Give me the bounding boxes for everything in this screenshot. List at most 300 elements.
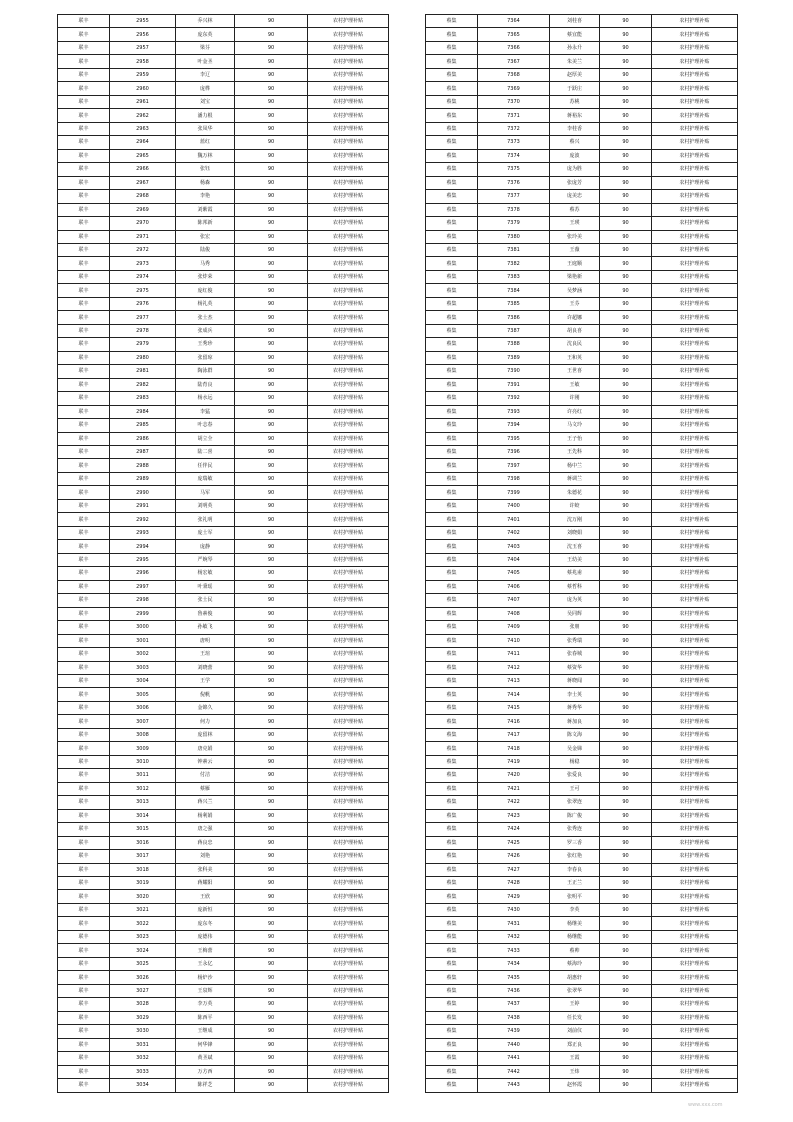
name-cell: 杨利娟 (176, 809, 235, 822)
subsidy-type-cell: 农村护理补贴 (652, 270, 738, 283)
town-cell: 联丰 (58, 1011, 110, 1024)
amount-cell: 90 (235, 930, 308, 943)
subsidy-type-cell: 农村护理补贴 (652, 176, 738, 189)
subsidy-type-cell: 农村护理补贴 (308, 971, 389, 984)
town-cell: 联丰 (58, 903, 110, 916)
subsidy-type-cell: 农村护理补贴 (652, 122, 738, 135)
table-row (58, 809, 389, 822)
amount-cell: 90 (235, 809, 308, 822)
town-cell: 联丰 (58, 432, 110, 445)
table-row (58, 594, 389, 607)
subsidy-type-cell: 农村护理补贴 (652, 863, 738, 876)
name-cell: 张科美 (176, 863, 235, 876)
town-cell: 蔡集 (426, 594, 478, 607)
name-cell: 陈祥芝 (176, 1079, 235, 1092)
table-row (426, 661, 738, 674)
town-cell: 联丰 (58, 688, 110, 701)
town-cell: 联丰 (58, 823, 110, 836)
town-cell: 联丰 (58, 930, 110, 943)
serial-number-cell: 2996 (110, 567, 176, 580)
name-cell: 吴金娣 (550, 742, 600, 755)
amount-cell: 90 (235, 661, 308, 674)
serial-number-cell: 3027 (110, 984, 176, 997)
name-cell: 许刚 (550, 392, 600, 405)
table-row (58, 634, 389, 647)
amount-cell: 90 (600, 715, 652, 728)
name-cell: 王梅蕾 (176, 944, 235, 957)
serial-number-cell: 3022 (110, 917, 176, 930)
town-cell: 蔡集 (426, 755, 478, 768)
name-cell: 王继成 (176, 1025, 235, 1038)
town-cell: 蔡集 (426, 742, 478, 755)
town-cell: 联丰 (58, 419, 110, 432)
name-cell: 杨宏敏 (176, 567, 235, 580)
town-cell: 联丰 (58, 472, 110, 485)
subsidy-type-cell: 农村护理补贴 (652, 28, 738, 41)
amount-cell: 90 (600, 1025, 652, 1038)
subsidy-type-cell: 农村护理补贴 (308, 136, 389, 149)
name-cell: 王泉辉 (176, 984, 235, 997)
amount-cell: 90 (235, 55, 308, 68)
name-cell: 刘艳 (176, 850, 235, 863)
town-cell: 蔡集 (426, 877, 478, 890)
amount-cell: 90 (235, 903, 308, 916)
town-cell: 蔡集 (426, 984, 478, 997)
serial-number-cell: 7381 (478, 243, 550, 256)
serial-number-cell: 7377 (478, 190, 550, 203)
subsidy-type-cell: 农村护理补贴 (308, 486, 389, 499)
table-row (58, 917, 389, 930)
amount-cell: 90 (600, 823, 652, 836)
town-cell: 蔡集 (426, 446, 478, 459)
town-cell: 蔡集 (426, 28, 478, 41)
subsidy-type-cell: 农村护理补贴 (308, 82, 389, 95)
table-row (58, 701, 389, 714)
town-cell: 联丰 (58, 526, 110, 539)
subsidy-type-cell: 农村护理补贴 (308, 203, 389, 216)
table-row (426, 971, 738, 984)
table-row (426, 499, 738, 512)
serial-number-cell: 7429 (478, 890, 550, 903)
table-row (426, 917, 738, 930)
name-cell: 王芬 (550, 297, 600, 310)
table-row (426, 621, 738, 634)
amount-cell: 90 (235, 594, 308, 607)
table-row (426, 526, 738, 539)
serial-number-cell: 2989 (110, 472, 176, 485)
subsidy-type-cell: 农村护理补贴 (308, 176, 389, 189)
subsidy-type-cell: 农村护理补贴 (308, 661, 389, 674)
town-cell: 联丰 (58, 661, 110, 674)
subsidy-type-cell: 农村护理补贴 (308, 957, 389, 970)
table-row (426, 567, 738, 580)
town-cell: 联丰 (58, 190, 110, 203)
name-cell: 蔡宜能 (550, 28, 600, 41)
table-row (426, 55, 738, 68)
town-cell: 蔡集 (426, 338, 478, 351)
serial-number-cell: 7385 (478, 297, 550, 310)
town-cell: 蔡集 (426, 419, 478, 432)
name-cell: 张秀连 (550, 823, 600, 836)
subsidy-type-cell: 农村护理补贴 (652, 715, 738, 728)
serial-number-cell: 2958 (110, 55, 176, 68)
table-row (58, 432, 389, 445)
amount-cell: 90 (235, 607, 308, 620)
serial-number-cell: 7375 (478, 163, 550, 176)
serial-number-cell: 7405 (478, 567, 550, 580)
subsidy-type-cell: 农村护理补贴 (308, 459, 389, 472)
serial-number-cell: 3005 (110, 688, 176, 701)
subsidy-type-cell: 农村护理补贴 (308, 149, 389, 162)
subsidy-type-cell: 农村护理补贴 (308, 782, 389, 795)
serial-number-cell: 7421 (478, 782, 550, 795)
name-cell: 叶秉瑶 (176, 580, 235, 593)
subsidy-type-cell: 农村护理补贴 (308, 715, 389, 728)
amount-cell: 90 (600, 284, 652, 297)
town-cell: 联丰 (58, 1079, 110, 1092)
name-cell: 沈玉喜 (550, 540, 600, 553)
serial-number-cell: 2976 (110, 297, 176, 310)
serial-number-cell: 7397 (478, 459, 550, 472)
serial-number-cell: 7413 (478, 674, 550, 687)
name-cell: 许亮红 (550, 405, 600, 418)
amount-cell: 90 (235, 1052, 308, 1065)
amount-cell: 90 (235, 149, 308, 162)
name-cell: 胡良喜 (550, 324, 600, 337)
name-cell: 魏万林 (176, 149, 235, 162)
town-cell: 蔡集 (426, 930, 478, 943)
amount-cell: 90 (235, 971, 308, 984)
table-row (426, 459, 738, 472)
amount-cell: 90 (600, 15, 652, 28)
serial-number-cell: 7438 (478, 1011, 550, 1024)
town-cell: 蔡集 (426, 230, 478, 243)
town-cell: 联丰 (58, 1025, 110, 1038)
amount-cell: 90 (600, 567, 652, 580)
serial-number-cell: 7376 (478, 176, 550, 189)
subsidy-type-cell: 农村护理补贴 (308, 28, 389, 41)
amount-cell: 90 (235, 41, 308, 54)
name-cell: 苏桃 (550, 95, 600, 108)
town-cell: 联丰 (58, 257, 110, 270)
town-cell: 蔡集 (426, 971, 478, 984)
subsidy-type-cell: 农村护理补贴 (308, 701, 389, 714)
subsidy-type-cell: 农村护理补贴 (652, 257, 738, 270)
subsidy-type-cell: 农村护理补贴 (652, 109, 738, 122)
table-row (58, 971, 389, 984)
serial-number-cell: 2972 (110, 243, 176, 256)
serial-number-cell: 7394 (478, 419, 550, 432)
town-cell: 联丰 (58, 742, 110, 755)
table-row (426, 270, 738, 283)
serial-number-cell: 2981 (110, 365, 176, 378)
amount-cell: 90 (235, 28, 308, 41)
town-cell: 联丰 (58, 890, 110, 903)
table-row (58, 419, 389, 432)
subsidy-type-cell: 农村护理补贴 (308, 163, 389, 176)
name-cell: 陆俊 (176, 243, 235, 256)
subsidy-type-cell: 农村护理补贴 (308, 553, 389, 566)
table-row (58, 1065, 389, 1078)
table-row (426, 890, 738, 903)
name-cell: 赵厚美 (550, 68, 600, 81)
table-row (426, 782, 738, 795)
subsidy-type-cell: 农村护理补贴 (308, 809, 389, 822)
name-cell: 李英 (550, 903, 600, 916)
serial-number-cell: 3031 (110, 1038, 176, 1051)
amount-cell: 90 (600, 311, 652, 324)
town-cell: 蔡集 (426, 728, 478, 741)
town-cell: 蔡集 (426, 823, 478, 836)
name-cell: 叶金圣 (176, 55, 235, 68)
subsidy-type-cell: 农村护理补贴 (308, 270, 389, 283)
town-cell: 蔡集 (426, 432, 478, 445)
name-cell: 刘桂喜 (550, 15, 600, 28)
subsidy-type-cell: 农村护理补贴 (652, 190, 738, 203)
name-cell: 严婉琴 (176, 553, 235, 566)
serial-number-cell: 7369 (478, 82, 550, 95)
subsidy-type-cell: 农村护理补贴 (308, 621, 389, 634)
name-cell: 王和英 (550, 351, 600, 364)
table-row (426, 1052, 738, 1065)
subsidy-type-cell: 农村护理补贴 (652, 621, 738, 634)
subsidy-type-cell: 农村护理补贴 (652, 324, 738, 337)
table-row (426, 176, 738, 189)
subsidy-type-cell: 农村护理补贴 (652, 230, 738, 243)
name-cell: 蔡帅 (550, 944, 600, 957)
amount-cell: 90 (600, 82, 652, 95)
amount-cell: 90 (235, 769, 308, 782)
serial-number-cell: 3013 (110, 796, 176, 809)
amount-cell: 90 (600, 944, 652, 957)
serial-number-cell: 7427 (478, 863, 550, 876)
table-row (58, 55, 389, 68)
serial-number-cell: 3025 (110, 957, 176, 970)
name-cell: 何力 (176, 715, 235, 728)
subsidy-type-cell: 农村护理补贴 (308, 634, 389, 647)
table-row (58, 540, 389, 553)
town-cell: 联丰 (58, 297, 110, 310)
serial-number-cell: 7400 (478, 499, 550, 512)
amount-cell: 90 (600, 203, 652, 216)
town-cell: 蔡集 (426, 109, 478, 122)
town-cell: 蔡集 (426, 324, 478, 337)
serial-number-cell: 7372 (478, 122, 550, 135)
name-cell: 蔡兴 (550, 136, 600, 149)
subsidy-type-cell: 农村护理补贴 (308, 863, 389, 876)
serial-number-cell: 7379 (478, 217, 550, 230)
name-cell: 蔡苏 (550, 203, 600, 216)
town-cell: 蔡集 (426, 351, 478, 364)
table-row (426, 217, 738, 230)
amount-cell: 90 (600, 432, 652, 445)
serial-number-cell: 7430 (478, 903, 550, 916)
subsidy-type-cell: 农村护理补贴 (308, 122, 389, 135)
serial-number-cell: 2988 (110, 459, 176, 472)
table-row (426, 984, 738, 997)
name-cell: 张明平 (550, 890, 600, 903)
name-cell: 庞新恒 (176, 903, 235, 916)
subsidy-table-left (57, 14, 389, 1093)
name-cell: 赵怀霞 (550, 1079, 600, 1092)
subsidy-table-right (425, 14, 738, 1093)
table-row (426, 715, 738, 728)
amount-cell: 90 (600, 217, 652, 230)
town-cell: 蔡集 (426, 621, 478, 634)
name-cell: 王瑛 (550, 217, 600, 230)
name-cell: 王幼美 (550, 553, 600, 566)
name-cell: 王世喜 (550, 365, 600, 378)
table-row (426, 472, 738, 485)
serial-number-cell: 7383 (478, 270, 550, 283)
table-row (58, 41, 389, 54)
amount-cell: 90 (600, 95, 652, 108)
town-cell: 联丰 (58, 203, 110, 216)
subsidy-type-cell: 农村护理补贴 (652, 392, 738, 405)
serial-number-cell: 7396 (478, 446, 550, 459)
town-cell: 联丰 (58, 917, 110, 930)
name-cell: 庞士军 (176, 526, 235, 539)
town-cell: 蔡集 (426, 513, 478, 526)
serial-number-cell: 7416 (478, 715, 550, 728)
subsidy-type-cell: 农村护理补贴 (308, 338, 389, 351)
subsidy-type-cell: 农村护理补贴 (652, 661, 738, 674)
table-row (58, 890, 389, 903)
subsidy-type-cell: 农村护理补贴 (652, 378, 738, 391)
name-cell: 张凤华 (176, 122, 235, 135)
subsidy-type-cell: 农村护理补贴 (308, 351, 389, 364)
amount-cell: 90 (600, 1079, 652, 1092)
table-row (426, 553, 738, 566)
town-cell: 联丰 (58, 998, 110, 1011)
serial-number-cell: 2984 (110, 405, 176, 418)
name-cell: 蒋兴兰 (176, 796, 235, 809)
subsidy-type-cell: 农村护理补贴 (308, 1038, 389, 1051)
name-cell: 郑正良 (550, 1038, 600, 1051)
table-row (58, 796, 389, 809)
serial-number-cell: 2956 (110, 28, 176, 41)
serial-number-cell: 3024 (110, 944, 176, 957)
name-cell: 庞东冬 (176, 917, 235, 930)
town-cell: 蔡集 (426, 378, 478, 391)
name-cell: 杨水远 (176, 392, 235, 405)
town-cell: 联丰 (58, 796, 110, 809)
town-cell: 蔡集 (426, 1065, 478, 1078)
serial-number-cell: 2961 (110, 95, 176, 108)
amount-cell: 90 (235, 163, 308, 176)
serial-number-cell: 2959 (110, 68, 176, 81)
serial-number-cell: 3026 (110, 971, 176, 984)
table-row (426, 957, 738, 970)
serial-number-cell: 2967 (110, 176, 176, 189)
subsidy-type-cell: 农村护理补贴 (652, 15, 738, 28)
subsidy-type-cell: 农村护理补贴 (308, 998, 389, 1011)
table-row (426, 486, 738, 499)
name-cell: 庞美忠 (550, 190, 600, 203)
table-row (426, 809, 738, 822)
serial-number-cell: 2982 (110, 378, 176, 391)
subsidy-type-cell: 农村护理补贴 (308, 446, 389, 459)
subsidy-type-cell: 农村护理补贴 (652, 82, 738, 95)
subsidy-type-cell: 农村护理补贴 (308, 877, 389, 890)
serial-number-cell: 7423 (478, 809, 550, 822)
amount-cell: 90 (235, 715, 308, 728)
town-cell: 联丰 (58, 351, 110, 364)
name-cell: 钟素云 (176, 755, 235, 768)
serial-number-cell: 2987 (110, 446, 176, 459)
table-row (58, 203, 389, 216)
subsidy-type-cell: 农村护理补贴 (652, 68, 738, 81)
amount-cell: 90 (600, 661, 652, 674)
amount-cell: 90 (235, 998, 308, 1011)
subsidy-type-cell: 农村护理补贴 (652, 243, 738, 256)
subsidy-type-cell: 农村护理补贴 (308, 836, 389, 849)
amount-cell: 90 (600, 674, 652, 687)
table-row (426, 257, 738, 270)
amount-cell: 90 (600, 526, 652, 539)
table-row (58, 755, 389, 768)
table-row (58, 674, 389, 687)
amount-cell: 90 (600, 68, 652, 81)
name-cell: 陈广俊 (550, 809, 600, 822)
subsidy-type-cell: 农村护理补贴 (308, 95, 389, 108)
serial-number-cell: 7393 (478, 405, 550, 418)
name-cell: 叶志春 (176, 419, 235, 432)
amount-cell: 90 (600, 338, 652, 351)
table-row (58, 850, 389, 863)
name-cell: 蒋耀阳 (176, 877, 235, 890)
table-row (426, 594, 738, 607)
amount-cell: 90 (600, 809, 652, 822)
subsidy-type-cell: 农村护理补贴 (308, 365, 389, 378)
amount-cell: 90 (235, 351, 308, 364)
serial-number-cell: 7391 (478, 378, 550, 391)
name-cell: 任伴民 (176, 459, 235, 472)
table-row (426, 82, 738, 95)
name-cell: 李万英 (176, 998, 235, 1011)
serial-number-cell: 3021 (110, 903, 176, 916)
subsidy-type-cell: 农村护理补贴 (652, 41, 738, 54)
amount-cell: 90 (235, 782, 308, 795)
town-cell: 联丰 (58, 486, 110, 499)
town-cell: 蔡集 (426, 944, 478, 957)
serial-number-cell: 2980 (110, 351, 176, 364)
subsidy-type-cell: 农村护理补贴 (308, 499, 389, 512)
subsidy-type-cell: 农村护理补贴 (308, 648, 389, 661)
subsidy-type-cell: 农村护理补贴 (652, 944, 738, 957)
table-row (426, 378, 738, 391)
town-cell: 联丰 (58, 755, 110, 768)
table-row (58, 28, 389, 41)
table-row (58, 297, 389, 310)
amount-cell: 90 (235, 1038, 308, 1051)
table-row (426, 823, 738, 836)
serial-number-cell: 7417 (478, 728, 550, 741)
table-row (58, 15, 389, 28)
name-cell: 庞东英 (176, 28, 235, 41)
subsidy-type-cell: 农村护理补贴 (652, 755, 738, 768)
serial-number-cell: 7373 (478, 136, 550, 149)
name-cell: 胡惠轩 (550, 971, 600, 984)
amount-cell: 90 (235, 432, 308, 445)
name-cell: 陈文海 (550, 728, 600, 741)
town-cell: 联丰 (58, 405, 110, 418)
subsidy-type-cell: 农村护理补贴 (652, 701, 738, 714)
serial-number-cell: 7426 (478, 850, 550, 863)
serial-number-cell: 2964 (110, 136, 176, 149)
table-row (426, 405, 738, 418)
amount-cell: 90 (600, 324, 652, 337)
